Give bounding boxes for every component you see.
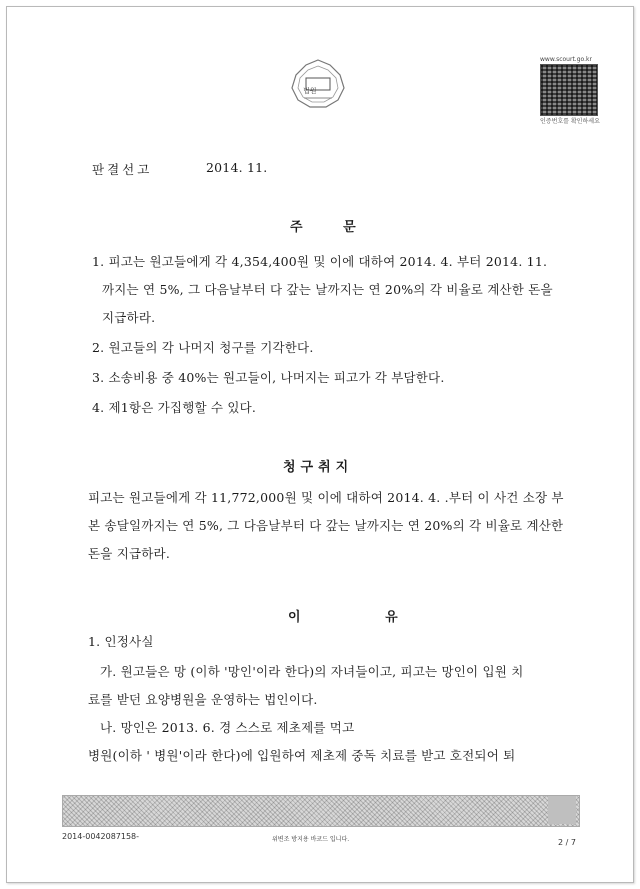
claim-line-3: 돈을 지급하라.	[88, 546, 170, 561]
court-seal-icon	[290, 58, 346, 110]
order-item-3: 3. 소송비용 중 40%는 원고들이, 나머지는 피고가 각 부담한다.	[92, 370, 445, 385]
page-number: 2 / 7	[558, 838, 576, 847]
order-item-4: 4. 제1항은 가집행할 수 있다.	[92, 400, 257, 415]
order-item-1-line-1: 1. 피고는 원고들에게 각 4,354,400원 및 이에 대하여 2014. 4. 부터 2014. 11.	[92, 254, 548, 269]
claim-heading: 청구취지	[283, 460, 354, 475]
doc-number: 2014-0042087158-	[62, 832, 140, 841]
footer-note: 위변조 방지용 바코드 입니다.	[272, 836, 350, 843]
order-item-1-line-3: 지급하라.	[102, 310, 156, 325]
order-heading: 주 문	[290, 220, 374, 235]
order-item-2: 2. 원고들의 각 나머지 청구를 기각한다.	[92, 340, 314, 355]
reason-line-3: 나. 망인은 2013. 6. 경 스스로 제초제를 먹고	[100, 720, 355, 735]
seal-text: 법원	[303, 87, 317, 95]
order-item-1-line-2: 까지는 연 5%, 그 다음날부터 다 갚는 날까지는 연 20%의 각 비율로 계산한 돈을	[102, 282, 553, 297]
qr-caption: 인증번호를 확인하세요	[540, 118, 600, 125]
barcode-mark-icon	[548, 796, 576, 824]
reason-line-1: 가. 원고들은 망 (이하 '망인'이라 한다)의 자녀들이고, 피고는 망인이 입원 치	[100, 664, 524, 679]
court-url: www.scourt.go.kr	[540, 56, 592, 63]
anti-forgery-barcode-icon	[62, 795, 580, 827]
reason-line-2: 료를 받던 요양병원을 운영하는 법인이다.	[88, 692, 318, 707]
sentence-date: 2014. 11.	[206, 160, 268, 175]
sentence-label: 판결선고	[92, 162, 153, 177]
reason-heading: 이 유	[288, 610, 438, 625]
reason-section-title: 1. 인정사실	[88, 634, 154, 649]
claim-line-1: 피고는 원고들에게 각 11,772,000원 및 이에 대하여 2014. 4. .부터 이 사건 소장 부	[88, 490, 564, 505]
claim-line-2: 본 송달일까지는 연 5%, 그 다음날부터 다 갚는 날까지는 연 20%의 각 비율로 계산한	[88, 518, 564, 533]
reason-line-4: 병원(이하 ' 병원'이라 한다)에 입원하여 제초제 중독 치료를 받고 호전되어 퇴	[88, 748, 516, 763]
verification-qr-icon	[540, 64, 598, 116]
